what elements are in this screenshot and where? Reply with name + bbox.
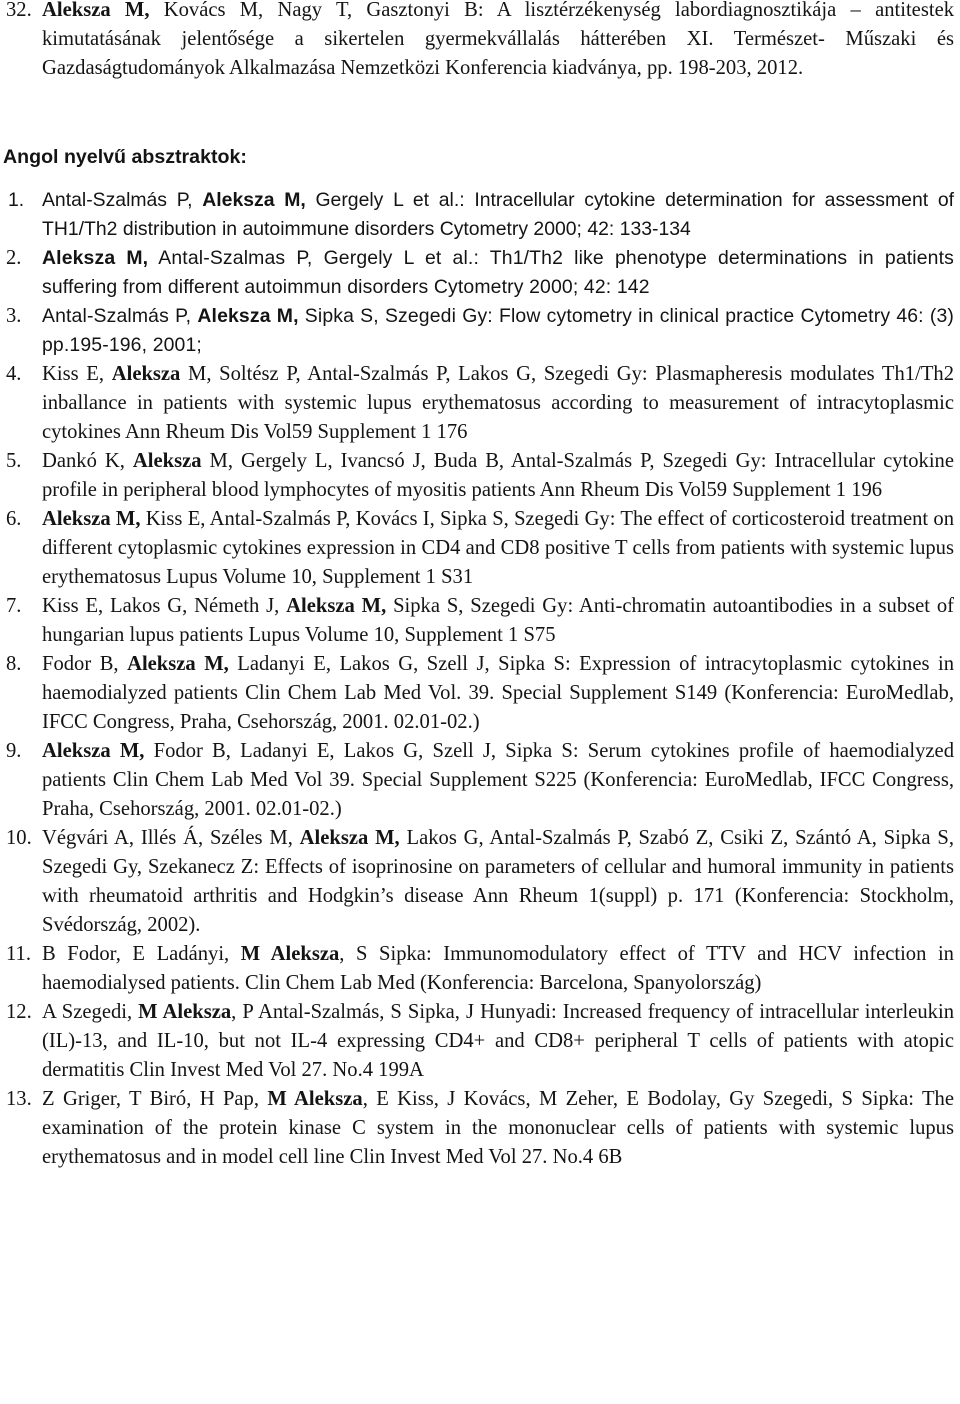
entry-text: M, Soltész P, Antal-Szalmás P, Lakos G, Szegedi Gy: Plasmapheresis modulates Th1/Th2 inballance in patients with systemic lupus erythematosus according to measurement of intracytoplasmic cytokines Ann Rheum Dis Vol59 Supplement 1 176 bbox=[42, 363, 954, 443]
entry-text: Kiss E, Antal-Szalmás P, Kovács I, Sipka S, Szegedi Gy: The effect of corticosteroid treatment on different cytoplasmic cytokines expression in CD4 and CD8 positive T cells from patients with systemic lupus erythematosus Lupus Volume 10, Supplement 1 S31 bbox=[42, 508, 955, 588]
entry-text: , S Sipka: Immunomodulatory effect of TTV and HCV infection in haemodialysed patients. Clin Chem Lab Med (Konferencia: Barcelona, Spanyolország) bbox=[42, 943, 954, 994]
entry-number: 6. bbox=[6, 508, 22, 530]
entry-number: 4. bbox=[6, 363, 22, 385]
entry-text: Sipka S, Szegedi Gy: Flow cytometry in clinical practice Cytometry 46: (3) pp.195-196, 2001; bbox=[42, 305, 955, 356]
author-highlight: M Aleksza bbox=[267, 1088, 363, 1110]
entry-text: , E Kiss, J Kovács, M Zeher, E Bodolay, Gy Szegedi, S Sipka: The examination of the protein kinase C system in the mononuclear cells of patients with systemic lupus erythematosus and in model cell line Clin Invest Med Vol 27. No.4 6B bbox=[42, 1088, 954, 1168]
entry-number: 3. bbox=[6, 305, 22, 327]
entry-number: 10. bbox=[6, 827, 32, 849]
abstract-entry-5 bbox=[0, 447, 960, 505]
entry-text: M, Gergely L, Ivancsó J, Buda B, Antal-Szalmás P, Szegedi Gy: Intracellular cytokine profile in peripheral blood lymphocytes of myositis patients Ann Rheum Dis Vol59 Supplement 1 196 bbox=[42, 450, 954, 501]
entry-text: Ladanyi E, Lakos G, Szell J, Sipka S: Expression of intracytoplasmic cytokines in haemodialyzed patients Clin Chem Lab Med Vol. 39. Special Supplement S149 (Konferencia: EuroMedlab, IFCC Congress, Praha, Csehország, 2001. 02.01-02.) bbox=[42, 653, 954, 733]
abstract-entry-2 bbox=[0, 244, 960, 302]
entry-number: 32. bbox=[6, 0, 32, 21]
entry-text: Gergely L et al.: Intracellular cytokine determination for assessment of TH1/Th2 distribution in autoimmune disorders Cytometry 2000; 42: 133-134 bbox=[42, 189, 955, 240]
reference-entry-32 bbox=[0, 0, 960, 83]
author-highlight: Aleksza M, bbox=[299, 827, 400, 849]
abstract-entry-8 bbox=[0, 650, 960, 737]
entry-authors: Fodor B, bbox=[42, 653, 128, 675]
entry-authors: Antal-Szalmás P, bbox=[42, 189, 203, 211]
entry-text: , P Antal-Szalmás, S Sipka, J Hunyadi: Increased frequency of intracellular interleukin (IL)-13, and IL-10, but not IL-4 expressing CD4+ and CD8+ peripheral T cells of patients with atopic dermatitis Clin Invest Med Vol 27. No.4 199A bbox=[42, 1001, 955, 1081]
entry-number: 12. bbox=[6, 1001, 32, 1023]
abstract-entry-4 bbox=[0, 360, 960, 447]
entry-authors: Antal-Szalmás P, bbox=[42, 305, 198, 327]
entry-number: 11. bbox=[6, 943, 31, 965]
author-highlight: M Aleksza bbox=[138, 1001, 232, 1023]
author-highlight: Aleksza bbox=[132, 450, 202, 472]
author-highlight: Aleksza M, bbox=[42, 508, 141, 530]
abstract-entry-10 bbox=[0, 824, 960, 940]
entry-number: 1. bbox=[8, 189, 25, 211]
abstract-entry-7 bbox=[0, 592, 960, 650]
author-highlight: M Aleksza bbox=[240, 943, 340, 965]
entry-number: 7. bbox=[6, 595, 22, 617]
entry-number: 13. bbox=[6, 1088, 32, 1110]
entry-authors: Dankó K, bbox=[42, 450, 133, 472]
entry-authors: Végvári A, Illés Á, Széles M, bbox=[42, 827, 300, 849]
entry-authors: Kiss E, bbox=[42, 363, 112, 385]
entry-number: 8. bbox=[6, 653, 22, 675]
author-highlight: Aleksza M, bbox=[42, 0, 150, 21]
entry-authors: A Szegedi, bbox=[42, 1001, 139, 1023]
author-highlight: Aleksza M, bbox=[42, 247, 149, 269]
abstract-entry-9 bbox=[0, 737, 960, 824]
entry-text: Kovács M, Nagy T, Gasztonyi B: A lisztérzékenység labordiagnosztikája – antitestek kimutatásának jelentősége a sikertelen gyermekvállalás hátterében XI. Természet- Műszaki és Gazdaságtudományok Alkalmazása Nemzetközi Konferencia kiadványa, pp. 198-203, 2012. bbox=[42, 0, 955, 79]
abstract-entry-3 bbox=[0, 302, 960, 360]
entry-text: Antal-Szalmas P, Gergely L et al.: Th1/Th2 like phenotype determinations in patients suffering from different autoimmun disorders Cytometry 2000; 42: 142 bbox=[42, 247, 955, 298]
abstract-entry-1 bbox=[0, 186, 960, 244]
entry-authors: Kiss E, Lakos G, Németh J, bbox=[42, 595, 287, 617]
section-heading: Angol nyelvű absztraktok: bbox=[3, 146, 247, 168]
entry-authors: B Fodor, E Ladányi, bbox=[42, 943, 241, 965]
entry-authors: Z Griger, T Biró, H Pap, bbox=[42, 1088, 268, 1110]
entry-number: 2. bbox=[6, 247, 22, 269]
author-highlight: Aleksza M, bbox=[286, 595, 387, 617]
entry-text: Sipka S, Szegedi Gy: Anti-chromatin autoantibodies in a subset of hungarian lupus patients Lupus Volume 10, Supplement 1 S75 bbox=[42, 595, 954, 646]
author-highlight: Aleksza M, bbox=[127, 653, 229, 675]
author-highlight: Aleksza bbox=[111, 363, 181, 385]
abstract-entry-11 bbox=[0, 940, 960, 998]
entry-text: Fodor B, Ladanyi E, Lakos G, Szell J, Sipka S: Serum cytokines profile of haemodialyzed patients Clin Chem Lab Med Vol 39. Special Supplement S225 (Konferencia: EuroMedlab, IFCC Congress, Praha, Csehország, 2001. 02.01-02.) bbox=[42, 740, 954, 820]
author-highlight: Aleksza M, bbox=[42, 740, 145, 762]
abstract-entry-6 bbox=[0, 505, 960, 592]
entry-number: 5. bbox=[6, 450, 22, 472]
author-highlight: Aleksza M, bbox=[202, 189, 306, 211]
abstract-entry-13 bbox=[0, 1085, 960, 1172]
entry-number: 9. bbox=[6, 740, 22, 762]
entry-text: Lakos G, Antal-Szalmás P, Szabó Z, Csiki Z, Szántó A, Sipka S, Szegedi Gy, Szekanecz Z: Effects of isoprinosine on parameters of cellular and humoral immunity in patients with rheumatoid arthritis and Hodgkin’s disease Ann Rheum 1(suppl) p. 171 (Konferencia: Stockholm, Svédország, 2002). bbox=[42, 827, 954, 936]
abstract-entry-12 bbox=[0, 998, 960, 1085]
author-highlight: Aleksza M, bbox=[197, 305, 299, 327]
